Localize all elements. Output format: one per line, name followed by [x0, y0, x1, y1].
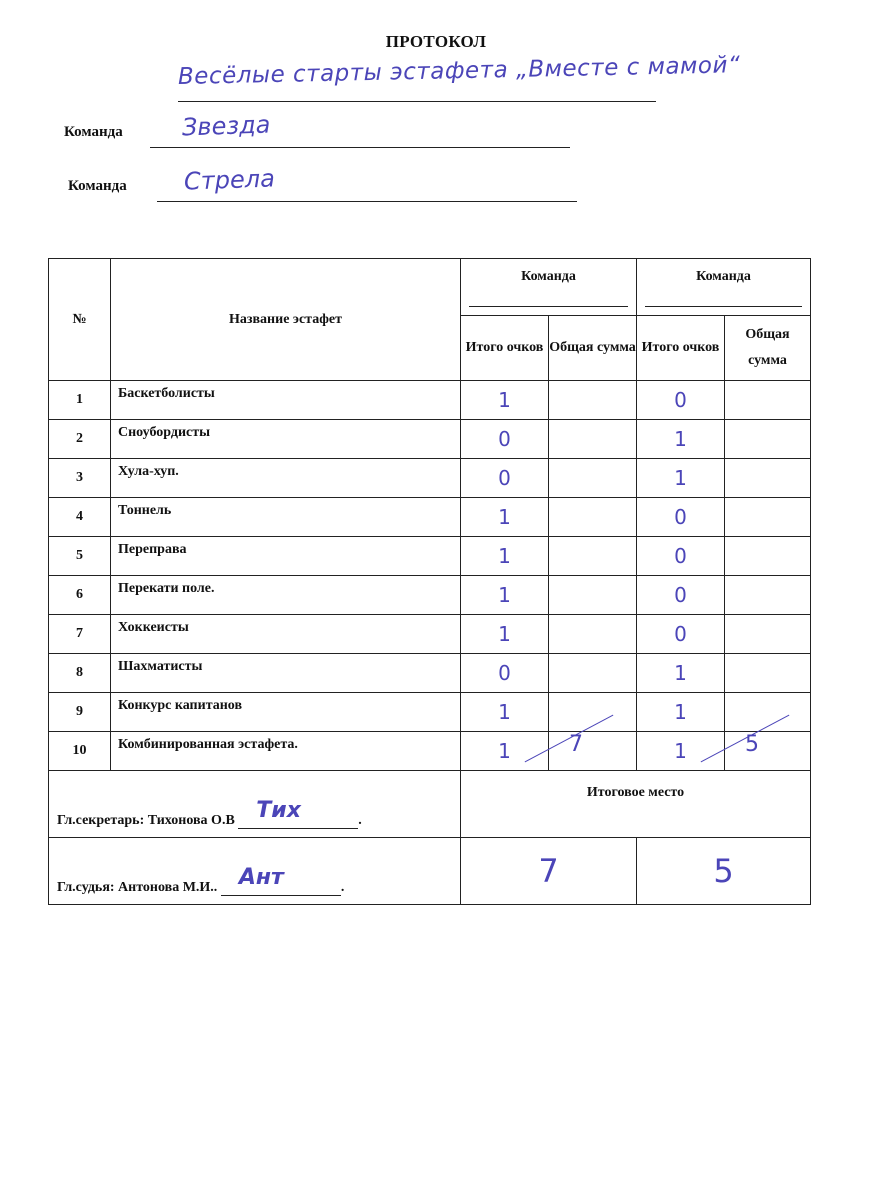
- secretary-signature: Тих: [256, 798, 301, 823]
- table-row: [49, 420, 811, 459]
- team1-points-cell: [461, 537, 549, 576]
- relay-name: Перекати поле.: [111, 576, 461, 615]
- header-relay-name: Название эстафет: [111, 259, 461, 381]
- row-number: 1: [49, 381, 111, 420]
- relay-name: Хоккеисты: [111, 615, 461, 654]
- team2-points-cell: [637, 420, 725, 459]
- team1-points: 1: [498, 388, 511, 412]
- team1-sum-cell: [549, 615, 637, 654]
- team1-sum-cell: [549, 537, 637, 576]
- team2-points: 1: [674, 427, 687, 451]
- relay-name: Комбинированная эстафета.: [111, 732, 461, 771]
- judge-label: Гл.судья: Антонова М.И..: [57, 880, 218, 895]
- secretary-signature-line: [238, 798, 358, 829]
- header-team2-sum: [725, 316, 811, 381]
- team2-points-cell: [637, 381, 725, 420]
- relay-name: Сноубордисты: [111, 420, 461, 459]
- table-row: [49, 615, 811, 654]
- row-number: 5: [49, 537, 111, 576]
- team2-underline: [157, 201, 577, 202]
- team2-total-sum: 5: [745, 732, 759, 757]
- signature-row-secretary: [49, 771, 811, 838]
- relay-name: Хула-хуп.: [111, 459, 461, 498]
- team2-points: 1: [674, 700, 687, 724]
- team1-points: 1: [498, 739, 511, 763]
- header-team1-sum-label: Общая сумма: [549, 340, 636, 355]
- secretary-cell: Гл.секретарь: Тихонова О.В Тих .: [49, 771, 461, 838]
- team1-label: Команда: [64, 124, 123, 140]
- team2-points-cell: [637, 615, 725, 654]
- judge-cell: Гл.судья: Антонова М.И.. Ант .: [49, 838, 461, 905]
- document-title: ПРОТОКОЛ: [385, 32, 487, 51]
- team2-points: 0: [674, 622, 687, 646]
- team1-underline: [150, 147, 570, 148]
- header-team1-label: Команда: [521, 269, 576, 284]
- team1-points-cell: [461, 732, 549, 771]
- table-row: [49, 576, 811, 615]
- team2-points: 0: [674, 544, 687, 568]
- team1-final-place: 7: [538, 852, 559, 890]
- team2-points: 1: [674, 661, 687, 685]
- final-place-label: Итоговое место: [586, 785, 685, 800]
- row-number: 10: [49, 732, 111, 771]
- team1-points: 0: [498, 427, 511, 451]
- team1-points-cell: [461, 693, 549, 732]
- team2-points: 0: [674, 583, 687, 607]
- team2-points-cell: [637, 537, 725, 576]
- team2-points-cell: [637, 576, 725, 615]
- team2-name-handwritten: Стрела: [183, 164, 276, 196]
- team1-total-sum: 7: [569, 732, 583, 757]
- team2-sum-cell: [725, 420, 811, 459]
- team1-final-place-cell: [461, 838, 637, 905]
- table-row: [49, 654, 811, 693]
- judge-signature: Ант: [238, 865, 284, 890]
- team2-sum-cell: [725, 537, 811, 576]
- header-team2-points: [637, 316, 725, 381]
- team1-sum-cell: [549, 576, 637, 615]
- header-team2-sum-label: Общая сумма: [745, 327, 790, 368]
- header-team1: [461, 259, 637, 316]
- team2-final-place: 5: [713, 852, 734, 890]
- team2-sum-cell: [725, 654, 811, 693]
- event-name-underline: [178, 101, 656, 102]
- header-team1-points: [461, 316, 549, 381]
- team2-points-cell: [637, 459, 725, 498]
- table-row: [49, 381, 811, 420]
- team1-points-cell: [461, 459, 549, 498]
- header-team2: [637, 259, 811, 316]
- team1-points: 1: [498, 700, 511, 724]
- table-row: [49, 537, 811, 576]
- judge-signature-line: [221, 865, 341, 896]
- team1-sum-cell: [549, 459, 637, 498]
- row-number: 2: [49, 420, 111, 459]
- header-team2-label: Команда: [696, 269, 751, 284]
- team2-sum-cell: [725, 615, 811, 654]
- team1-points: 0: [498, 661, 511, 685]
- team2-points: 0: [674, 388, 687, 412]
- team2-points: 1: [674, 739, 687, 763]
- row-number: 7: [49, 615, 111, 654]
- team2-points: 0: [674, 505, 687, 529]
- team1-sum-cell: [549, 732, 637, 771]
- team1-name-handwritten: Звезда: [181, 110, 271, 142]
- team1-points-cell: [461, 615, 549, 654]
- team1-sum-cell: [549, 654, 637, 693]
- team2-sum-cell: [725, 576, 811, 615]
- team1-points-cell: [461, 498, 549, 537]
- team1-points: 1: [498, 622, 511, 646]
- team2-sum-cell: [725, 498, 811, 537]
- header-number: №: [49, 259, 111, 381]
- row-number: 6: [49, 576, 111, 615]
- table-row: [49, 693, 811, 732]
- team1-sum-cell: [549, 381, 637, 420]
- row-number: 8: [49, 654, 111, 693]
- team2-sum-cell: [725, 459, 811, 498]
- relay-name: Тоннель: [111, 498, 461, 537]
- team2-points-cell: [637, 654, 725, 693]
- relay-results-table: [48, 258, 811, 905]
- relay-name: Переправа: [111, 537, 461, 576]
- header-team2-underline: [645, 306, 802, 307]
- team1-sum-cell: [549, 498, 637, 537]
- team2-points-cell: [637, 693, 725, 732]
- table-row: [49, 459, 811, 498]
- header-team1-underline: [469, 306, 628, 307]
- table-row: [49, 732, 811, 771]
- signature-row-judge: [49, 838, 811, 905]
- team2-sum-cell: [725, 732, 811, 771]
- team2-points-cell: [637, 732, 725, 771]
- team2-label: Команда: [68, 178, 127, 194]
- row-number: 9: [49, 693, 111, 732]
- row-number: 3: [49, 459, 111, 498]
- table-row: [49, 498, 811, 537]
- team1-points-cell: [461, 420, 549, 459]
- secretary-label: Гл.секретарь: Тихонова О.В: [57, 813, 235, 828]
- event-name-handwritten: Весёлые старты эстафета „Вместе с мамой“: [177, 52, 741, 90]
- team1-points-cell: [461, 381, 549, 420]
- team1-points-cell: [461, 654, 549, 693]
- team2-points: 1: [674, 466, 687, 490]
- final-place-header: [461, 771, 811, 838]
- relay-name: Шахматисты: [111, 654, 461, 693]
- relay-name: Конкурс капитанов: [111, 693, 461, 732]
- team1-sum-cell: [549, 420, 637, 459]
- team1-points: 0: [498, 466, 511, 490]
- team1-points-cell: [461, 576, 549, 615]
- team1-points: 1: [498, 505, 511, 529]
- row-number: 4: [49, 498, 111, 537]
- team2-sum-cell: [725, 381, 811, 420]
- team1-points: 1: [498, 583, 511, 607]
- header-team1-sum: [549, 316, 637, 381]
- header-team2-points-label: Итого очков: [641, 340, 720, 355]
- team2-points-cell: [637, 498, 725, 537]
- relay-name: Баскетболисты: [111, 381, 461, 420]
- header-team1-points-label: Итого очков: [465, 340, 544, 355]
- team1-points: 1: [498, 544, 511, 568]
- team2-final-place-cell: [637, 838, 811, 905]
